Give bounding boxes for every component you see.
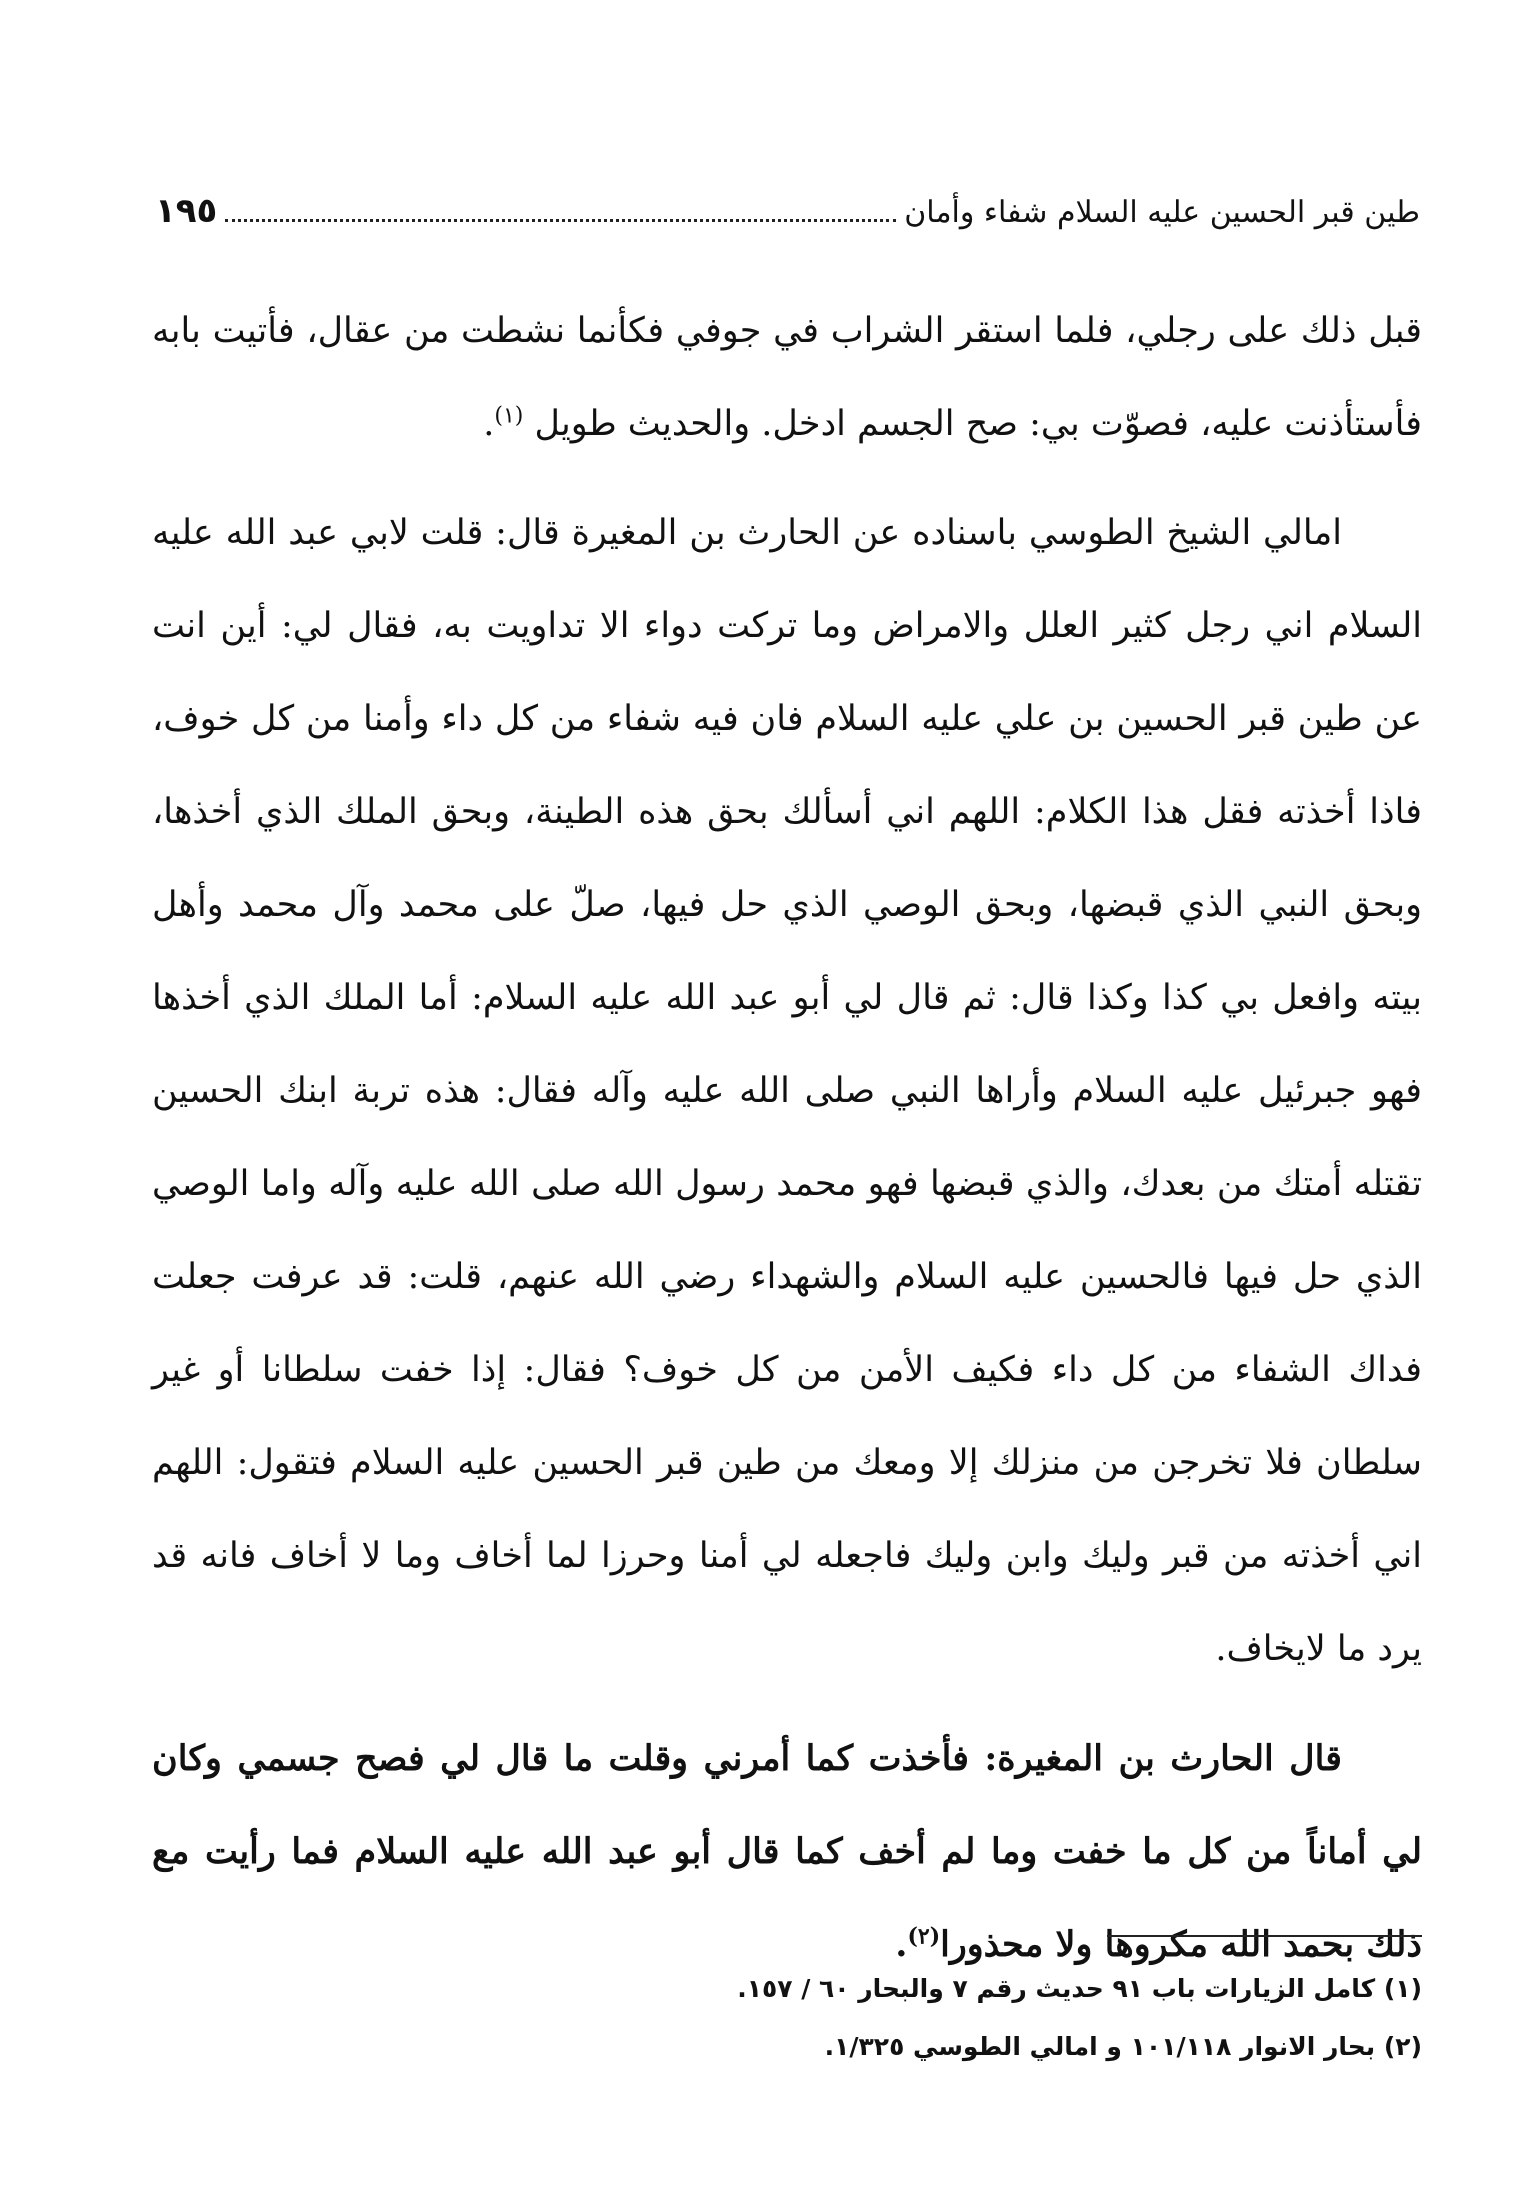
paragraph-3-text: قال الحارث بن المغيرة: فأخذت كما أمرني وقلت ما قال لي فصح جسمي وكان لي أماناً من كل ما خفت وما لم أخف كما قال أبو عبد الله عليه السلام فما رأيت مع ذلك بحمد الله مكروها ولا محذورا xyxy=(152,1738,1422,1965)
paragraph-2 xyxy=(152,487,1422,1696)
paragraph-1-text: قبل ذلك على رجلي، فلما استقر الشراب في جوفي فكأنما نشطت من عقال، فأتيت بابه فأستأذنت عليه، فصوّت بي: صح الجسم ادخل. والحديث طويل xyxy=(152,311,1422,444)
paragraph-1-end: . xyxy=(483,404,495,444)
footnote-separator xyxy=(1107,1935,1422,1937)
main-text xyxy=(152,285,1422,1991)
footnote-ref-2: (٢) xyxy=(907,1923,941,1950)
paragraph-1 xyxy=(152,285,1422,471)
paragraph-2-text: امالي الشيخ الطوسي باسناده عن الحارث بن المغيرة قال: قلت لابي عبد الله عليه السلام اني رجل كثير العلل والامراض وما تركت دواء الا تداويت به، فقال لي: أين انت عن طين قبر الحسين بن علي عليه السلام فان فيه شفاء من كل داء وأمنا من كل خوف، فاذا أخذته فقل هذا الكلام: اللهم اني أسألك بحق هذه الطينة، وبحق الملك الذي أخذها، وبحق النبي الذي قبضها، وبحق الوصي الذي حل فيها، صلّ على محمد وآل محمد وأهل بيته وافعل بي كذا وكذا قال: ثم قال لي أبو عبد الله عليه السلام: أما الملك الذي أخذها فهو جبرئيل عليه السلام وأراها النبي صلى الله عليه وآله فقال: هذه تربة ابنك الحسين تقتله أمتك من بعدك، والذي قبضها فهو محمد رسول الله صلى الله عليه وآله واما الوصي الذي حل فيها فالحسين عليه السلام والشهداء رضي الله عنهم، قلت: قد عرفت جعلت فداك الشفاء من كل داء فكيف الأمن من كل خوف؟ فقال: إذا خفت سلطانا أو غير سلطان فلا تخرجن من منزلك إلا ومعك من طين قبر الحسين عليه السلام فتقول: اللهم اني أخذته من قبر وليك وابن وليك فاجعله لي أمنا وحرزا لما أخاف وما لا أخاف فانه قد يرد ما لايخاف. xyxy=(152,513,1422,1669)
footnote-1: (١) كامل الزيارات باب ٩١ حديث رقم ٧ والبحار ٦٠ / ١٥٧. xyxy=(737,1974,1422,2003)
leader-dots xyxy=(225,219,896,222)
paragraph-3 xyxy=(152,1712,1422,1991)
footnote-ref-1: (١) xyxy=(494,403,524,429)
running-title: طين قبر الحسين عليه السلام شفاء وأمان xyxy=(904,195,1420,230)
paragraph-3-end: . xyxy=(895,1924,908,1965)
footnotes xyxy=(300,1960,1422,2076)
page-header xyxy=(155,168,1420,231)
page-number: ١٩٥ xyxy=(155,191,218,231)
footnote-2: (٢) بحار الانوار ١٠١/١١٨ و امالي الطوسي ١/٣٢٥. xyxy=(824,2032,1422,2061)
